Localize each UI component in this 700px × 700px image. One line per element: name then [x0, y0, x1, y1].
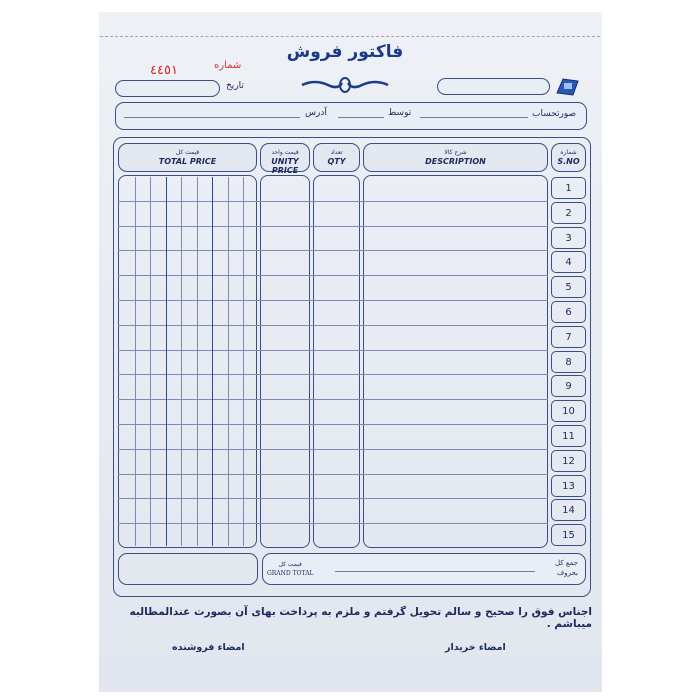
acknowledgement-text: اجناس فوق را صحیح و سالم تحویل گرفتم و ملزم به پرداخت بهای آن بصورت عندالمطالبه میباشم . — [129, 606, 592, 630]
row-line — [118, 449, 548, 450]
price-grid-line — [212, 177, 213, 546]
row-line — [118, 350, 548, 351]
price-grid-line — [243, 177, 244, 546]
row-number: 13 — [551, 475, 586, 497]
row-number: 8 — [551, 351, 586, 373]
row-line — [118, 474, 548, 475]
row-number: 6 — [551, 301, 586, 323]
row-line — [118, 399, 548, 400]
price-grid-line — [228, 177, 229, 546]
row-number: 3 — [551, 227, 586, 249]
invoice-number: ٤٤٥١ — [150, 63, 178, 78]
total-price-column — [118, 175, 257, 548]
row-line — [118, 275, 548, 276]
description-column — [363, 175, 548, 548]
row-line — [118, 201, 548, 202]
price-grid-line — [181, 177, 182, 546]
date-field[interactable] — [115, 80, 220, 97]
row-number: 7 — [551, 326, 586, 348]
row-line — [118, 250, 548, 251]
row-number: 2 — [551, 202, 586, 224]
ornament-icon — [300, 76, 390, 94]
row-line — [118, 300, 548, 301]
price-grid-line — [166, 177, 167, 546]
grand-total-value-field[interactable] — [118, 553, 258, 585]
row-line — [118, 325, 548, 326]
by-label: توسط — [388, 108, 412, 118]
header-description: شرح کالا DESCRIPTION — [363, 143, 548, 172]
invoice-number-label: شماره — [214, 60, 242, 71]
qty-column — [313, 175, 360, 548]
header-total-price: قیمت کل TOTAL PRICE — [118, 143, 257, 172]
row-number: 1 — [551, 177, 586, 199]
seller-signature-label: امضاء فروشنده — [172, 642, 245, 653]
date-label: تاریخ — [226, 81, 244, 91]
row-number: 15 — [551, 524, 586, 546]
row-number: 5 — [551, 276, 586, 298]
perforation-line — [100, 36, 600, 37]
row-number: 10 — [551, 400, 586, 422]
header-qty: تعداد QTY — [313, 143, 360, 172]
price-grid-line — [135, 177, 136, 546]
row-number: 11 — [551, 425, 586, 447]
header-unit-price: قیمت واحد UNITY PRICE — [260, 143, 310, 172]
row-line — [118, 374, 548, 375]
invoice-title: فاکتور فروش — [286, 42, 404, 62]
address-label: آدرس — [305, 108, 327, 118]
row-line — [118, 226, 548, 227]
price-grid-line — [150, 177, 151, 546]
customer-info-row — [115, 102, 587, 130]
grand-total-label: قیمت کل GRAND TOTAL — [267, 561, 314, 577]
phone-field[interactable] — [437, 78, 550, 95]
price-grid-line — [197, 177, 198, 546]
row-number: 12 — [551, 450, 586, 472]
phone-icon — [555, 75, 580, 97]
row-line — [118, 498, 548, 499]
unit-price-column — [260, 175, 310, 548]
row-line — [118, 523, 548, 524]
buyer-signature-label: امضاء خریدار — [445, 642, 506, 653]
sum-in-words-label: جمع کل بحروف — [555, 559, 578, 577]
row-number: 4 — [551, 251, 586, 273]
account-label: صورتحساب — [532, 109, 577, 119]
row-number: 9 — [551, 375, 586, 397]
row-line — [118, 424, 548, 425]
row-number: 14 — [551, 499, 586, 521]
header-sno: شماره S.NO — [551, 143, 586, 172]
